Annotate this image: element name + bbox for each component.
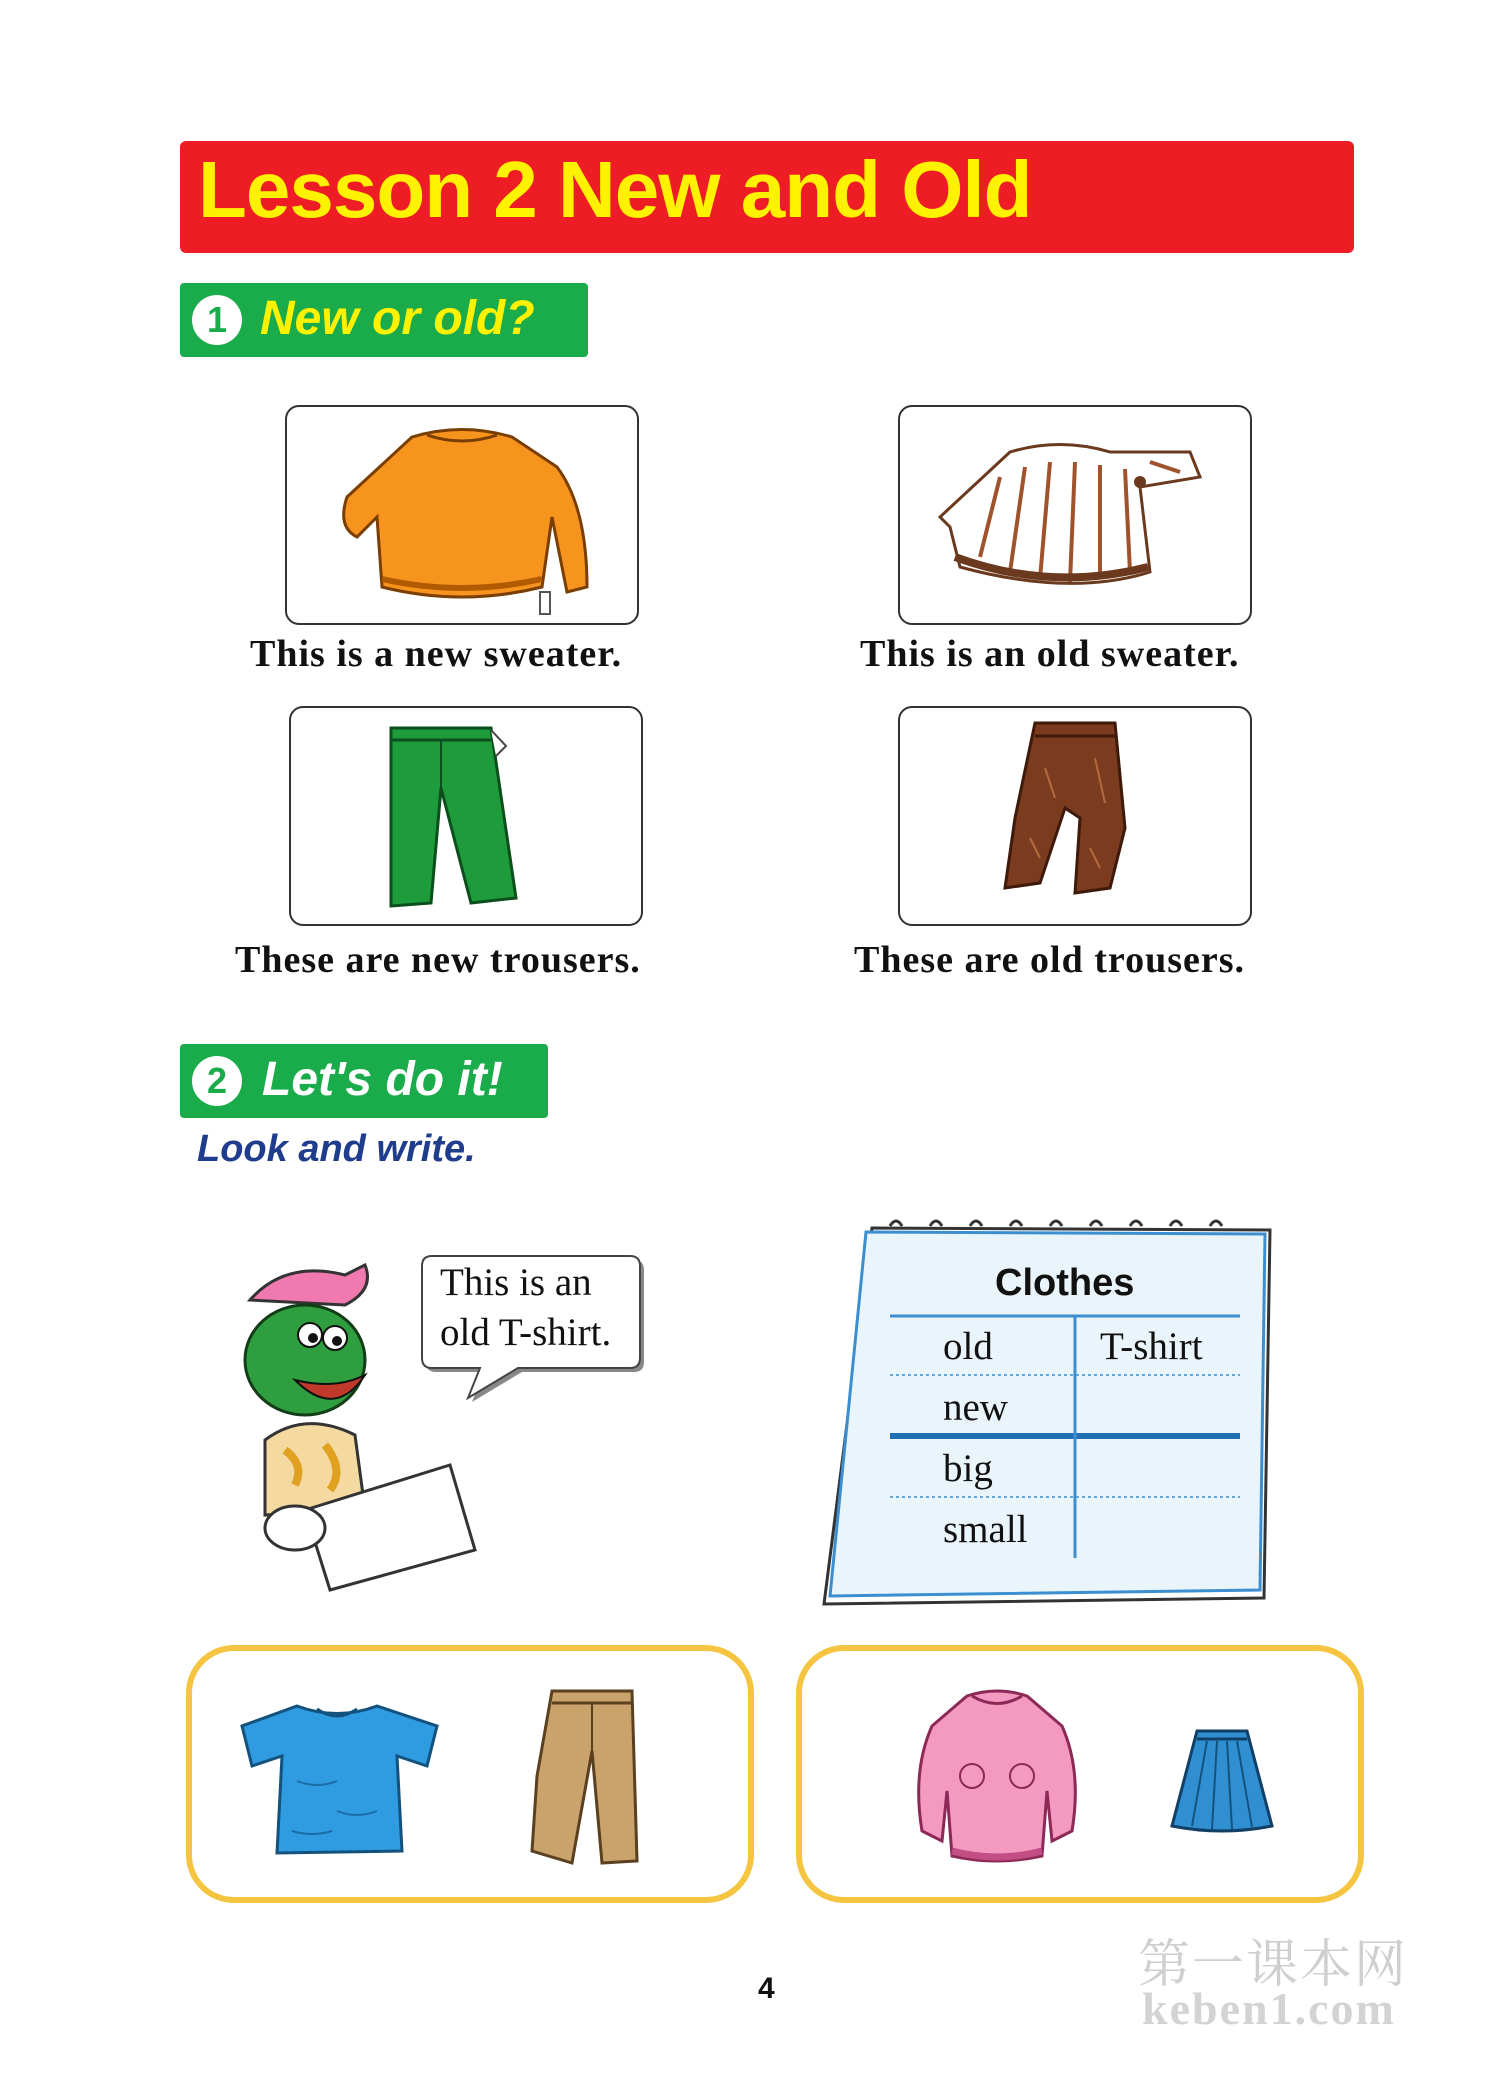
picture-box-old-trousers <box>898 706 1252 926</box>
speech-bubble-line-1: This is an <box>440 1261 592 1304</box>
notepad-row-1-adjective: old <box>943 1325 993 1368</box>
section-1-tag <box>180 283 588 357</box>
lesson-title: Lesson 2 New and Old <box>198 145 1032 234</box>
striped-worn-sweater-icon <box>900 407 1250 623</box>
section-2-title: Let's do it! <box>262 1053 503 1106</box>
orange-sweater-icon <box>287 407 637 623</box>
speech-bubble-line-2: old T-shirt. <box>440 1311 612 1354</box>
picture-box-new-trousers <box>289 706 643 926</box>
tan-trousers-icon <box>512 1681 662 1871</box>
picture-box-old-sweater <box>898 405 1252 625</box>
instruction-text: Look and write. <box>197 1128 476 1170</box>
watermark-url: keben1.com <box>1142 1983 1396 2034</box>
blue-skirt-icon <box>1162 1721 1282 1841</box>
page-number: 4 <box>758 1972 775 2005</box>
notepad-row-1-answer: T-shirt <box>1100 1325 1203 1368</box>
green-trousers-icon <box>291 708 641 924</box>
notepad-row-4-adjective: small <box>943 1508 1028 1551</box>
clothes-box-1 <box>186 1645 754 1903</box>
section-1-number: 1 <box>192 295 242 345</box>
brown-worn-trousers-icon <box>900 708 1250 924</box>
watermark-chinese: 第一课本网 <box>1138 1935 1409 1995</box>
section-1-title: New or old? <box>260 292 535 345</box>
caption-new-trousers: These are new trousers. <box>235 939 641 981</box>
caption-old-trousers: These are old trousers. <box>854 939 1246 981</box>
blue-tshirt-icon <box>237 1691 457 1861</box>
speech-bubble-text <box>440 1258 611 1358</box>
section-2-number: 2 <box>192 1056 242 1106</box>
section-2-tag <box>180 1044 548 1118</box>
notepad-title: Clothes <box>995 1262 1135 1304</box>
clothes-box-2 <box>796 1645 1364 1903</box>
picture-box-new-sweater <box>285 405 639 625</box>
caption-new-sweater: This is a new sweater. <box>250 633 623 675</box>
notepad-row-3-adjective: big <box>943 1447 993 1490</box>
caption-old-sweater: This is an old sweater. <box>860 633 1240 675</box>
notepad-row-2-adjective: new <box>943 1386 1008 1429</box>
pink-sweater-icon <box>902 1681 1092 1871</box>
